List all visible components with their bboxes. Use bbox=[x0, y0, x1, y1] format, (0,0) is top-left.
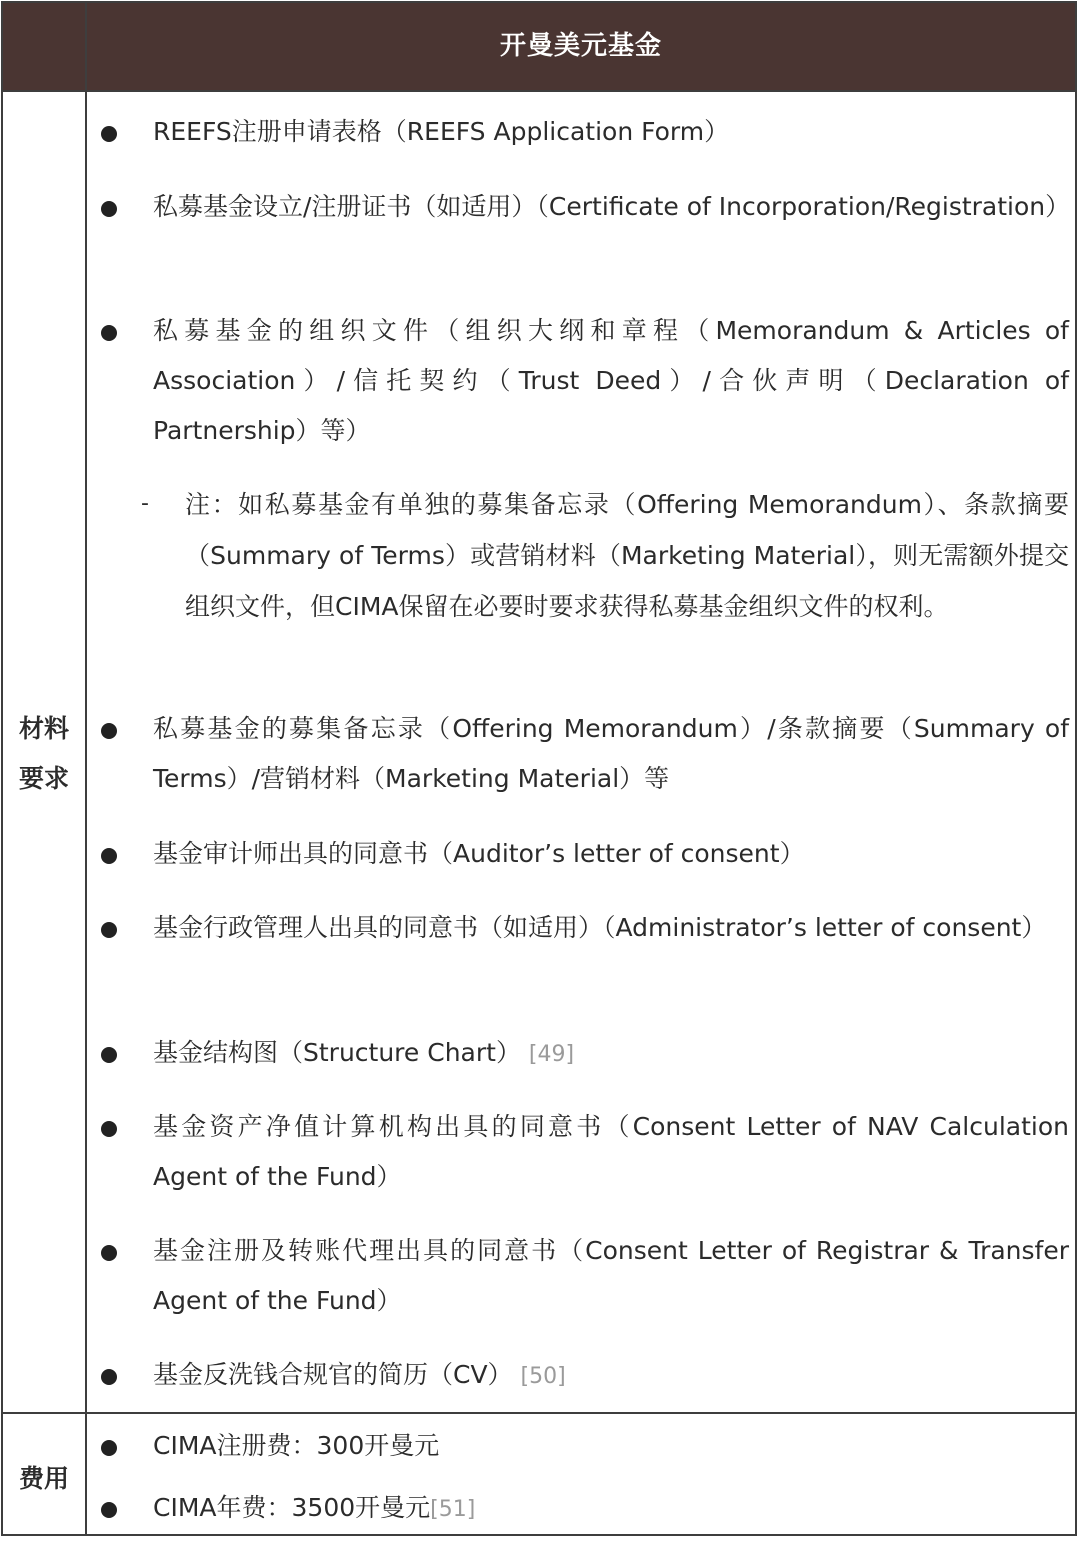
item-text bbox=[153, 1483, 1069, 1535]
item-text: REEFS注册申请表格（REEFS Application Form） bbox=[153, 117, 730, 146]
footnote-ref[interactable]: [49] bbox=[528, 1042, 575, 1067]
item-text: 基金行政管理人出具的同意书（如适用）（Administrator’s letter of consent） bbox=[153, 913, 1047, 942]
materials-label bbox=[3, 704, 85, 804]
item-text: 基金注册及转账代理出具的同意书（Consent Letter of Registrar & Transfer Agent of the Fund） bbox=[153, 1236, 1069, 1315]
materials-label-line1: 材料 bbox=[18, 714, 69, 743]
bullet-icon bbox=[101, 848, 117, 864]
bullet-icon bbox=[101, 1121, 117, 1137]
footnote-ref[interactable]: [51] bbox=[430, 1497, 476, 1522]
item-text: 基金审计师出具的同意书（Auditor’s letter of consent） bbox=[153, 839, 805, 868]
item-text: CIMA注册费：300开曼元 bbox=[153, 1431, 440, 1460]
item-text: 私募基金设立/注册证书（如适用）（Certificate of Incorporation/Registration） bbox=[153, 192, 1071, 221]
bullet-icon bbox=[101, 1047, 117, 1063]
bullet-icon bbox=[101, 1440, 117, 1456]
bullet-icon bbox=[101, 126, 117, 142]
note-text: 注：如私募基金有单独的募集备忘录（Offering Memorandum）、条款摘要（Summary of Terms）或营销材料（Marketing Material），则无需额外提交组织文件，但CIMA保留在必要时要求获得私募基金组织文件的权利。 bbox=[185, 490, 1069, 621]
materials-label-line2: 要求 bbox=[18, 764, 69, 793]
header-title: 开曼美元基金 bbox=[499, 31, 662, 61]
row-divider bbox=[3, 1412, 1075, 1414]
header-divider bbox=[3, 90, 1075, 92]
bullet-icon bbox=[101, 1245, 117, 1261]
item-text-main: CIMA年费：3500开曼元 bbox=[153, 1493, 431, 1522]
fees-label bbox=[3, 1454, 85, 1504]
bullet-icon bbox=[101, 922, 117, 938]
bullet-icon bbox=[101, 723, 117, 739]
requirements-table bbox=[1, 1, 1077, 1536]
bullet-icon bbox=[101, 325, 117, 341]
table-header bbox=[3, 3, 1075, 90]
dash-marker: - bbox=[141, 491, 149, 516]
item-text bbox=[153, 1028, 1069, 1080]
item-text: 基金资产净值计算机构出具的同意书（Consent Letter of NAV Calculation Agent of the Fund） bbox=[153, 1112, 1069, 1191]
item-text-main: 基金结构图（Structure Chart） bbox=[153, 1038, 521, 1067]
item-text bbox=[153, 1350, 1069, 1402]
bullet-icon bbox=[101, 201, 117, 217]
item-text: 私募基金的组织文件（组织大纲和章程（Memorandum & Articles of Association）/信托契约（Trust Deed）/合伙声明（Declaration of Partnership）等） bbox=[153, 316, 1069, 445]
column-divider bbox=[85, 3, 87, 1534]
footnote-ref[interactable]: [50] bbox=[520, 1364, 566, 1389]
fees-label-text: 费用 bbox=[18, 1464, 69, 1493]
bullet-icon bbox=[101, 1369, 117, 1385]
item-text: 私募基金的募集备忘录（Offering Memorandum）/条款摘要（Summary of Terms）/营销材料（Marketing Material）等 bbox=[153, 714, 1069, 793]
bullet-icon bbox=[101, 1502, 117, 1518]
item-text-main: 基金反洗钱合规官的简历（CV） bbox=[153, 1360, 513, 1389]
